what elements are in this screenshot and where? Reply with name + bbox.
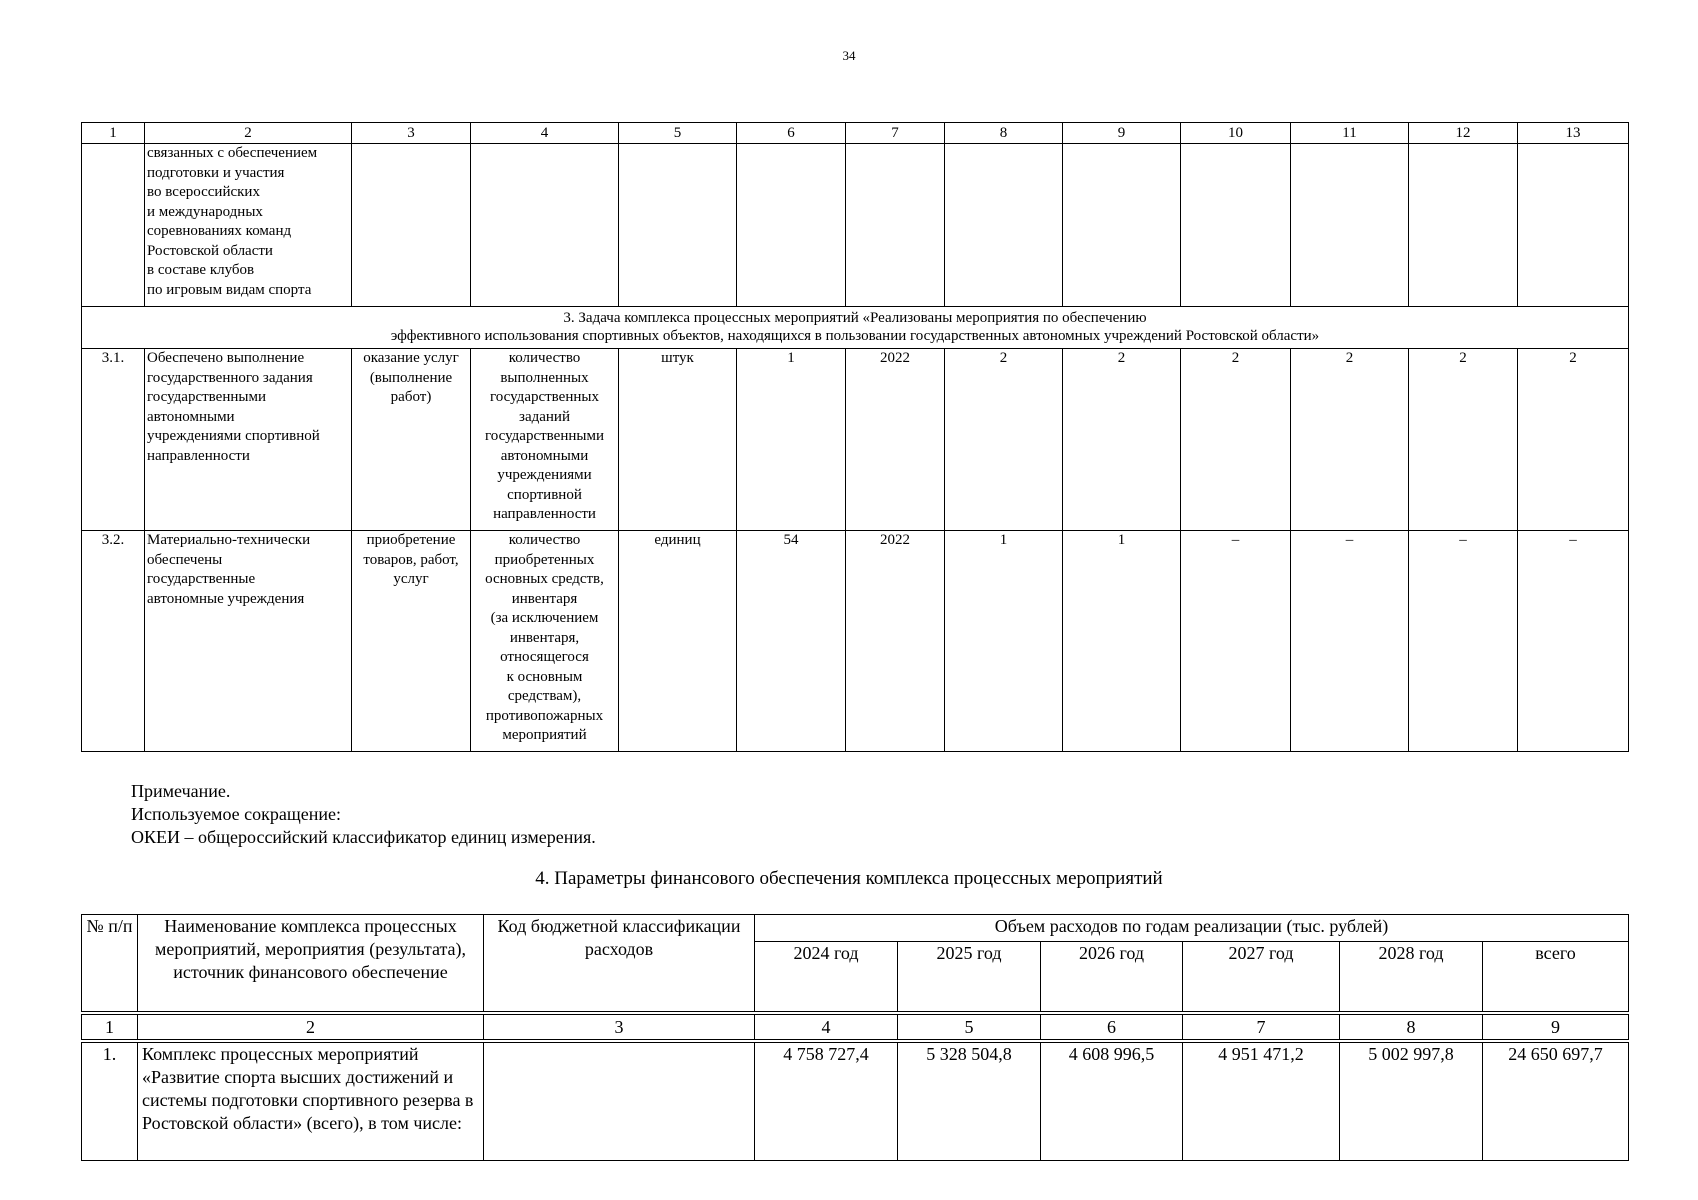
value-cell: 2	[1063, 349, 1181, 531]
table-row-continued	[82, 144, 1629, 307]
name-header: Наименование комплекса процессных мероприятий, мероприятия (результата), источник финансового обеспечение	[138, 915, 484, 1012]
volume-header: Объем расходов по годам реализации (тыс. рублей)	[755, 915, 1629, 942]
finance-table	[81, 914, 1629, 1161]
code-header: Код бюджетной классификации расходов	[484, 915, 755, 1012]
value-cell: –	[1291, 531, 1409, 752]
amount-cell: 4 608 996,5	[1041, 1043, 1183, 1161]
indicators-table	[81, 122, 1629, 752]
column-number: 4	[755, 1015, 898, 1040]
unit-cell: единиц	[619, 531, 737, 752]
column-number: 1	[82, 123, 145, 144]
page-number: 34	[842, 48, 856, 63]
year-header: 2028 год	[1340, 942, 1483, 1012]
indicator-name: количество выполненных государственных заданий государственными автономными учреждениями спортивной направленности	[471, 349, 619, 531]
column-number: 7	[846, 123, 945, 144]
column-number: 12	[1409, 123, 1518, 144]
num-header: № п/п	[82, 915, 138, 1012]
column-number: 5	[898, 1015, 1041, 1040]
column-number: 4	[471, 123, 619, 144]
value-cell: 1	[1063, 531, 1181, 752]
value-cell: 2	[945, 349, 1063, 531]
table-row	[82, 531, 1629, 752]
column-number: 11	[1291, 123, 1409, 144]
task-heading: 3. Задача комплекса процессных мероприятий «Реализованы мероприятия по обеспечению эффективного использования спортивных объектов, находящихся в пользовании государственных автономных учреждений Ростовской области»	[82, 307, 1629, 349]
value-cell: 1	[945, 531, 1063, 752]
base-year-cell: 2022	[846, 531, 945, 752]
value-cell: –	[1518, 531, 1629, 752]
amount-cell: 5 002 997,8	[1340, 1043, 1483, 1161]
row-number: 3.2.	[82, 531, 145, 752]
base-value-cell: 1	[737, 349, 846, 531]
result-name: Обеспечено выполнение государственного задания государственными автономными учреждениями спортивной направленности	[145, 349, 352, 531]
table-row	[82, 349, 1629, 531]
result-type: оказание услуг (выполнение работ)	[352, 349, 471, 531]
value-cell: 2	[1181, 349, 1291, 531]
column-number: 8	[945, 123, 1063, 144]
column-number: 6	[737, 123, 846, 144]
column-number: 13	[1518, 123, 1629, 144]
value-cell: 2	[1409, 349, 1518, 531]
column-number: 10	[1181, 123, 1291, 144]
note-abbrev-text: ОКЕИ – общероссийский классификатор единиц измерения.	[131, 827, 596, 847]
column-number: 2	[138, 1015, 484, 1040]
section-title: 4. Параметры финансового обеспечения комплекса процессных мероприятий	[535, 868, 1163, 889]
year-header: 2024 год	[755, 942, 898, 1012]
column-number: 9	[1483, 1015, 1629, 1040]
row-number: 3.1.	[82, 349, 145, 531]
note-title: Примечание.	[131, 781, 231, 801]
total-header: всего	[1483, 942, 1629, 1012]
amount-cell: 5 328 504,8	[898, 1043, 1041, 1161]
value-cell: –	[1409, 531, 1518, 752]
indicator-name: количество приобретенных основных средств, инвентаря (за исключением инвентаря, относящегося к основным средствам), противопожарных мероприятий	[471, 531, 619, 752]
column-number: 3	[484, 1015, 755, 1040]
program-name: Комплекс процессных мероприятий «Развитие спорта высших достижений и системы подготовки спортивного резерва в Ростовской области» (всего), в том числе:	[138, 1043, 484, 1161]
year-header: 2027 год	[1183, 942, 1340, 1012]
value-cell: 2	[1518, 349, 1629, 531]
column-number: 2	[145, 123, 352, 144]
total-amount-cell: 24 650 697,7	[1483, 1043, 1629, 1161]
value-cell: 2	[1291, 349, 1409, 531]
year-header: 2025 год	[898, 942, 1041, 1012]
finance-head-row	[82, 915, 1629, 942]
base-value-cell: 54	[737, 531, 846, 752]
column-number-row	[82, 123, 1629, 144]
amount-cell: 4 951 471,2	[1183, 1043, 1340, 1161]
table-row	[82, 1043, 1629, 1161]
task-row	[82, 307, 1629, 349]
result-name: Материально-технически обеспечены государственные автономные учреждения	[145, 531, 352, 752]
column-number: 6	[1041, 1015, 1183, 1040]
note-abbrev-heading: Используемое сокращение:	[131, 804, 341, 824]
column-number: 3	[352, 123, 471, 144]
column-number: 7	[1183, 1015, 1340, 1040]
column-number: 1	[82, 1015, 138, 1040]
column-number: 8	[1340, 1015, 1483, 1040]
budget-code	[484, 1043, 755, 1161]
column-number: 5	[619, 123, 737, 144]
base-year-cell: 2022	[846, 349, 945, 531]
year-header: 2026 год	[1041, 942, 1183, 1012]
result-type: приобретение товаров, работ, услуг	[352, 531, 471, 752]
row-number: 1.	[82, 1043, 138, 1161]
unit-cell: штук	[619, 349, 737, 531]
continued-name-cell: связанных с обеспечением подготовки и участия во всероссийских и международных соревнованиях команд Ростовской области в составе клубов по игровым видам спорта	[145, 144, 352, 307]
column-number-row	[82, 1015, 1629, 1040]
amount-cell: 4 758 727,4	[755, 1043, 898, 1161]
column-number: 9	[1063, 123, 1181, 144]
value-cell: –	[1181, 531, 1291, 752]
